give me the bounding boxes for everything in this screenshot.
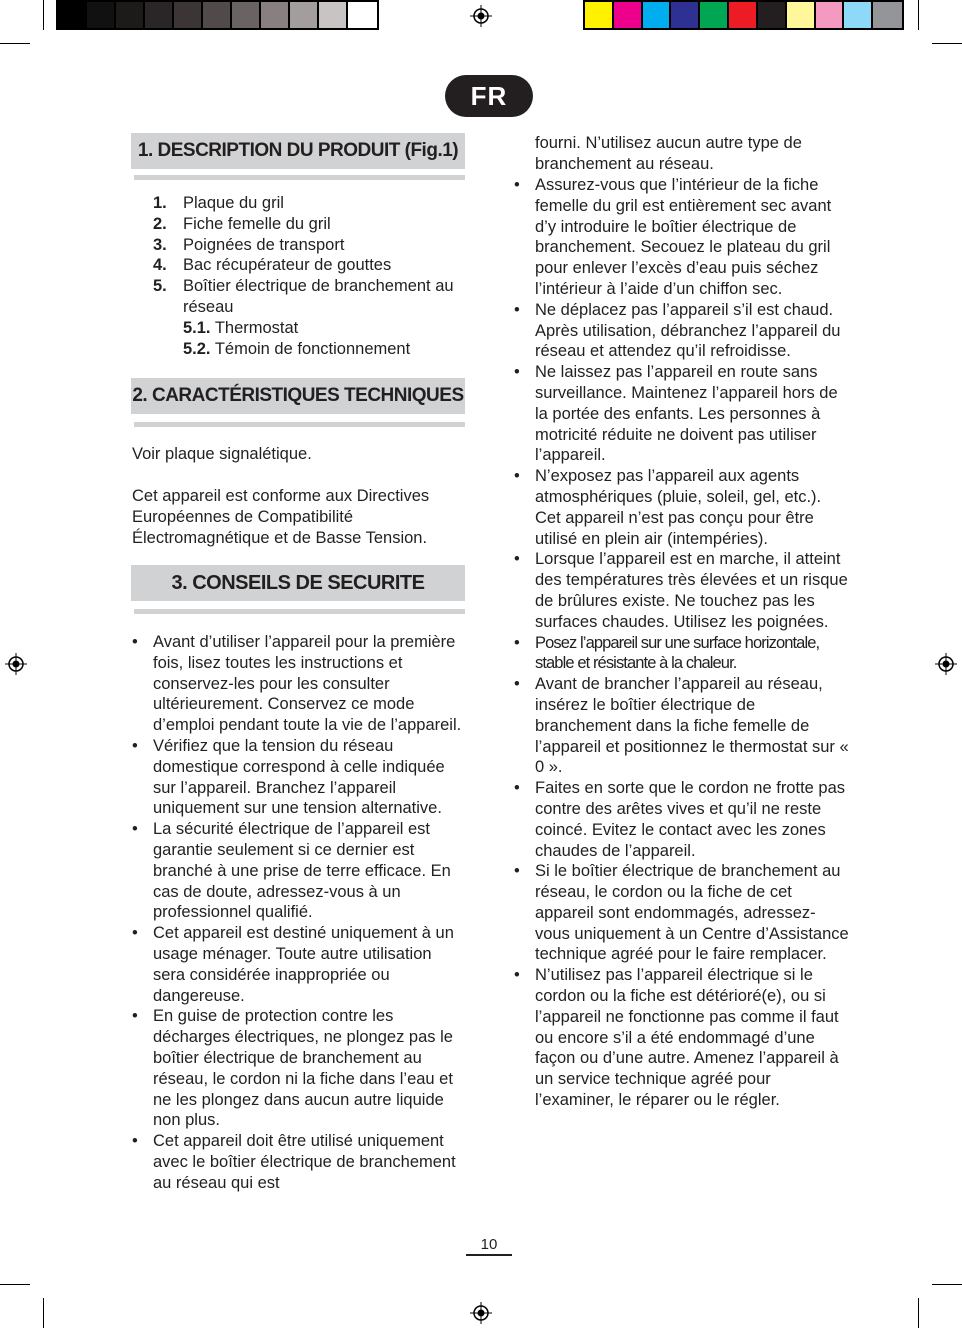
list-item: • Ne déplacez pas l’appareil s’il est chaud. Après utilisation, débranchez l’appareil du réseau et attendez qu’il refroidisse. bbox=[514, 300, 849, 362]
color-swatch bbox=[174, 2, 203, 28]
color-swatch bbox=[116, 2, 145, 28]
page-number: 10 bbox=[480, 1236, 498, 1253]
list-item: • Lorsque l’appareil est en marche, il atteint des températures très élevées et un risque de brûlures existe. Ne touchez pas les surfaces chaudes. Utilisez les poignées. bbox=[514, 549, 849, 632]
list-item: • La sécurité électrique de l’appareil est garantie seulement si ce dernier est branché à une prise de terre efficace. En cas de doute, adressez-vous à un professionnel qualifié. bbox=[132, 819, 468, 923]
technical-para-2: Cet appareil est conforme aux Directives Européennes de Compatibilité Électromagnétique et de Basse Tension. bbox=[132, 487, 430, 547]
color-swatch bbox=[671, 2, 700, 28]
list-item: • Cet appareil doit être utilisé uniquement avec le boîtier électrique de branchement au réseau qui est bbox=[132, 1131, 468, 1193]
list-item: • En guise de protection contre les décharges électriques, ne plongez pas le boîtier électrique de branchement au réseau, le cordon ni la fiche dans l’eau et ne les plongez dans aucun autre liquide non plus. bbox=[132, 1006, 468, 1131]
crop-mark-top-right-h bbox=[932, 43, 962, 44]
crop-mark-bottom-left-h bbox=[0, 1284, 30, 1285]
list-item: • Vérifiez que la tension du réseau domestique correspond à celle indiquée sur l’appareil. Branchez l’appareil uniquement sur une tension alternative. bbox=[132, 736, 468, 819]
registration-mark-icon bbox=[5, 653, 27, 675]
language-badge: FR bbox=[445, 75, 533, 117]
section-heading-description: 1. DESCRIPTION DU PRODUIT (Fig.1) bbox=[131, 133, 465, 169]
color-swatch bbox=[87, 2, 116, 28]
safety-bullets-left bbox=[132, 632, 468, 1194]
list-item: • Posez l’appareil sur une surface horizontale, stable et résistante à la chaleur. bbox=[514, 633, 849, 675]
crop-mark-top-left-v bbox=[43, 0, 44, 30]
list-item: 5. Boîtier électrique de branchement au réseau bbox=[153, 277, 454, 316]
grayscale-color-bar bbox=[56, 0, 379, 30]
list-item: • Avant de brancher l’appareil au réseau, insérez le boîtier électrique de branchement dans la fiche femelle de l’appareil et positionnez le thermostat sur « 0 ». bbox=[514, 674, 849, 778]
color-swatch bbox=[348, 2, 377, 28]
color-swatch bbox=[700, 2, 729, 28]
color-swatch bbox=[319, 2, 348, 28]
color-swatch bbox=[787, 2, 816, 28]
sub-list-item: 5.2. Témoin de fonctionnement bbox=[183, 339, 411, 358]
heading-underline bbox=[134, 422, 465, 427]
color-swatch bbox=[729, 2, 758, 28]
registration-mark-icon bbox=[470, 1302, 492, 1324]
product-parts-list bbox=[153, 193, 473, 359]
list-item: • N’exposez pas l’appareil aux agents atmosphériques (pluie, soleil, gel, etc.). Cet appareil n’est pas conçu pour être utilisé en plein air (intempéries). bbox=[514, 466, 849, 549]
section-heading-technical: 2. CARACTÉRISTIQUES TECHNIQUES bbox=[131, 378, 465, 414]
section-heading-safety: 3. CONSEILS DE SECURITE bbox=[131, 565, 465, 601]
list-item: • N’utilisez pas l’appareil électrique si le cordon ou la fiche est détérioré(e), ou si l’appareil ne fonctionne pas comme il faut ou encore s’il a été endommagé d’une façon ou d’une autre. Amenez l’appareil à un service technique agréé pour l’examiner, le réparer ou le régler. bbox=[514, 965, 849, 1111]
color-swatch bbox=[145, 2, 174, 28]
color-swatch bbox=[290, 2, 319, 28]
technical-para-1: Voir plaque signalétique. bbox=[132, 445, 312, 463]
crop-mark-bottom-right-v bbox=[918, 1298, 919, 1328]
color-swatch bbox=[816, 2, 845, 28]
heading-underline bbox=[134, 175, 465, 180]
color-swatch bbox=[643, 2, 672, 28]
safety-continuation: fourni. N’utilisez aucun autre type de branchement au réseau. bbox=[535, 134, 802, 173]
list-item: • Faites en sorte que le cordon ne frotte pas contre des arêtes vives et qu’il ne reste coincé. Evitez le contact avec les zones chaudes de l’appareil. bbox=[514, 778, 849, 861]
list-item: 3. Poignées de transport bbox=[153, 235, 345, 254]
crop-mark-bottom-right-h bbox=[932, 1284, 962, 1285]
list-item: 2. Fiche femelle du gril bbox=[153, 214, 331, 233]
registration-mark-icon bbox=[470, 5, 492, 27]
list-item: • Assurez-vous que l’intérieur de la fiche femelle du gril est entièrement sec avant d’y introduire le boîtier électrique de branchement. Secouez le plateau du gril pour enlever l’excès d’eau puis séchez l’intérieur à l’aide d’un chiffon sec. bbox=[514, 175, 849, 300]
color-swatch bbox=[261, 2, 290, 28]
heading-underline bbox=[134, 609, 465, 614]
color-swatch bbox=[844, 2, 873, 28]
color-swatch bbox=[203, 2, 232, 28]
list-item: • Cet appareil est destiné uniquement à un usage ménager. Toute autre utilisation sera considérée inappropriée ou dangereuse. bbox=[132, 923, 468, 1006]
list-item: • Ne laissez pas l’appareil en route sans surveillance. Maintenez l’appareil hors de la portée des enfants. Les personnes à motricité réduite ne doivent pas utiliser l’appareil. bbox=[514, 362, 849, 466]
list-item: • Si le boîtier électrique de branchement au réseau, le cordon ou la fiche de cet appareil sont endommagés, adressez-vous uniquement à un Centre d’Assistance technique agréé pour le faire remplacer. bbox=[514, 861, 849, 965]
crop-mark-bottom-left-v bbox=[43, 1298, 44, 1328]
crop-mark-top-right-v bbox=[918, 0, 919, 30]
list-item: 4. Bac récupérateur de gouttes bbox=[153, 256, 392, 275]
crop-mark-top-left-h bbox=[0, 43, 30, 44]
cmyk-color-bar bbox=[583, 0, 904, 30]
sub-list-item: 5.1. Thermostat bbox=[183, 318, 299, 337]
safety-bullets-right bbox=[514, 175, 849, 1111]
color-swatch bbox=[585, 2, 614, 28]
registration-mark-icon bbox=[935, 653, 957, 675]
color-swatch bbox=[614, 2, 643, 28]
color-swatch bbox=[58, 2, 87, 28]
color-swatch bbox=[232, 2, 261, 28]
page-number-underline bbox=[466, 1254, 512, 1256]
list-item: 1. Plaque du gril bbox=[153, 194, 284, 212]
color-swatch bbox=[758, 2, 787, 28]
list-item: • Avant d’utiliser l’appareil pour la première fois, lisez toutes les instructions et conservez-les pour les consulter ultérieurement. Conservez ce mode d’emploi pendant toute la vie de l’appareil. bbox=[132, 632, 468, 736]
color-swatch bbox=[873, 2, 902, 28]
